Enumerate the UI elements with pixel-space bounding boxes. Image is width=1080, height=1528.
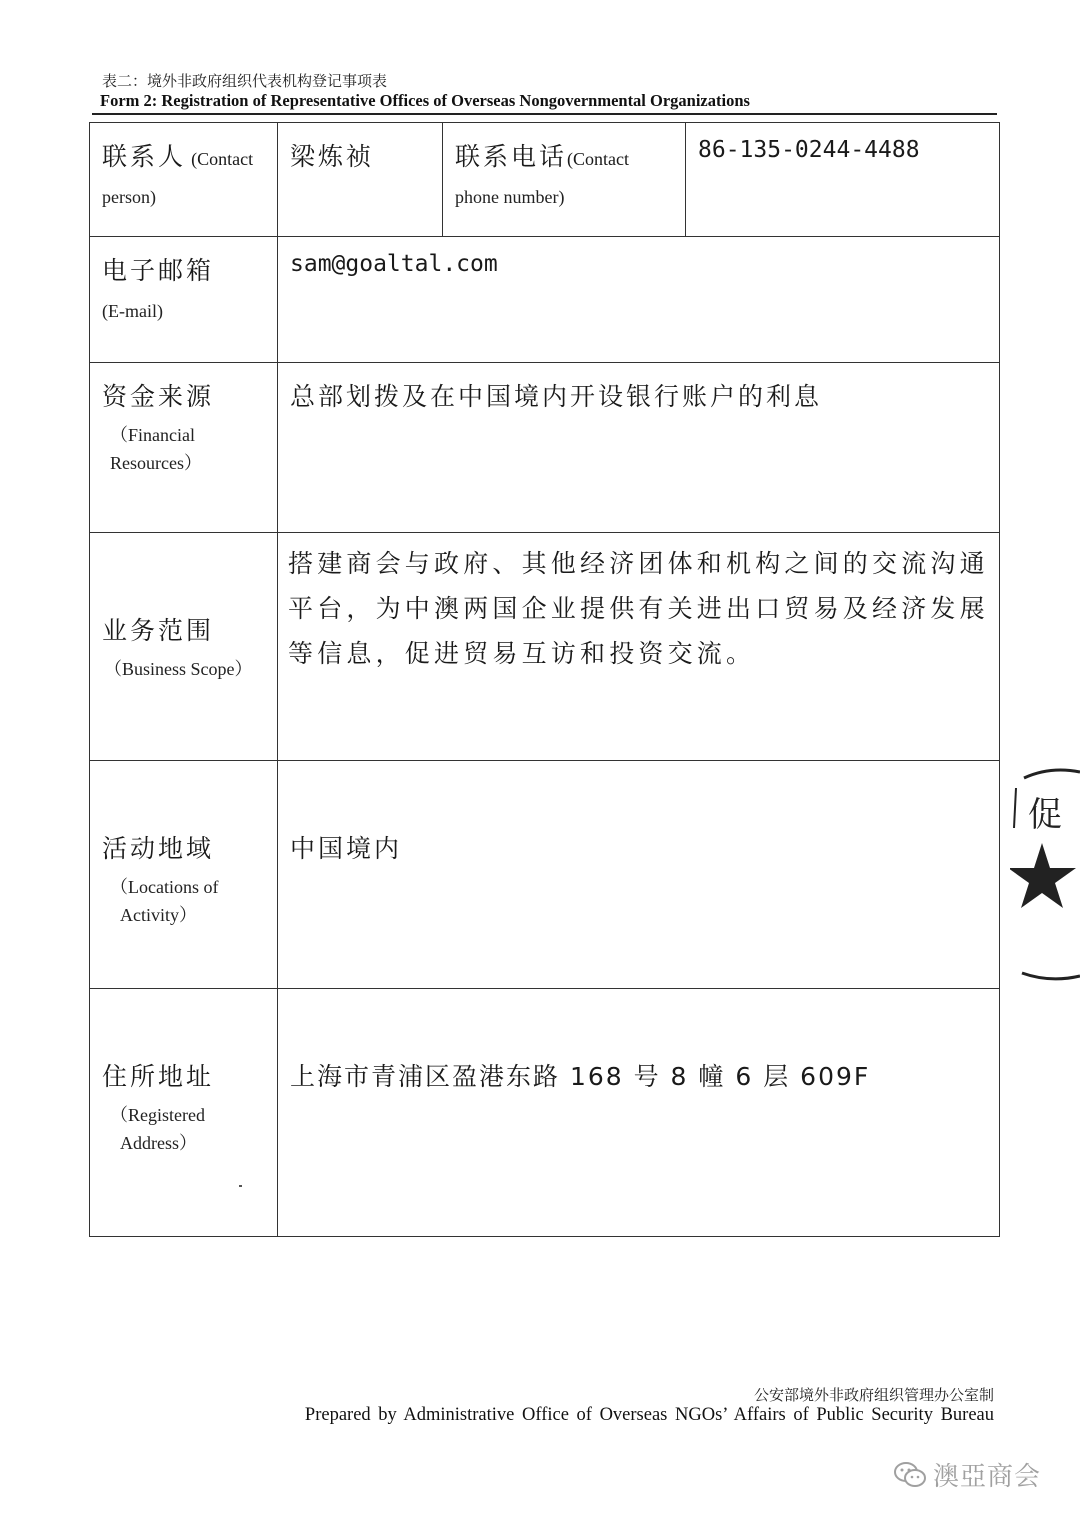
contact-name: 梁炼祯 [290, 142, 375, 171]
activity-value-cell [278, 761, 1000, 989]
email-label-en: (E-mail) [102, 301, 163, 321]
address-value-cell [278, 989, 1000, 1237]
activity-label-en-2: Activity） [120, 905, 197, 925]
footer-prepared-cn: 公安部境外非政府组织管理办公室制 [753, 1386, 994, 1404]
contact-label-en: (Contact [191, 149, 254, 169]
phone-number: 86-135-0244-4488 [698, 137, 920, 163]
stray-mark [239, 1185, 242, 1187]
address-label-en-2: Address） [120, 1133, 197, 1153]
watermark [893, 1456, 1041, 1493]
footer-prepared-en: Prepared by Administrative Office of Overseas NGOs’ Affairs of Public Security Bureau [304, 1405, 994, 1425]
phone-value-cell [686, 123, 1000, 237]
address-label-cell [90, 989, 278, 1237]
business-scope-text: 搭建商会与政府、其他经济团体和机构之间的交流沟通平台，为中澳两国企业提供有关进出口贸易及经济发展等信息，促进贸易互访和投资交流。 [288, 549, 989, 668]
address-label-cn: 住所地址 [102, 1062, 215, 1091]
financial-row [90, 363, 1000, 533]
contact-label-cn: 联系人 [102, 142, 187, 171]
business-label-en: （Business Scope） [104, 658, 253, 679]
business-row [90, 533, 1000, 761]
contact-row [90, 123, 1000, 237]
phone-label-en-rest: phone number) [455, 187, 565, 207]
activity-label-en-1: （Locations of [110, 877, 219, 897]
contact-label-en-rest: person) [102, 187, 156, 207]
email-row [90, 237, 1000, 363]
wechat-icon [893, 1461, 927, 1489]
phone-label-cell [443, 123, 686, 237]
contact-value-cell [278, 123, 443, 237]
seal-stamp [1010, 768, 1080, 983]
registration-table [89, 122, 1000, 1237]
activity-row [90, 761, 1000, 989]
activity-region: 中国境内 [290, 834, 403, 863]
address-row [90, 989, 1000, 1237]
seal-character: 促 [1028, 795, 1062, 835]
registered-address: 上海市青浦区盈港东路 168 号 8 幢 6 层 609F [290, 1062, 871, 1091]
financial-label-cell [90, 363, 278, 533]
email-value-cell [278, 237, 1000, 363]
form-title-en: Form 2: Registration of Representative Offices of Overseas Nongovernmental Organizations [100, 91, 750, 110]
address-label-en-1: （Registered [110, 1105, 205, 1125]
financial-label-en-1: （Financial [110, 425, 195, 445]
email-label-cell [90, 237, 278, 363]
watermark-text: 澳亞商会 [933, 1462, 1042, 1492]
business-label-cn: 业务范围 [102, 615, 215, 645]
form-title-cn: 表二：境外非政府组织代表机构登记事项表 [102, 72, 388, 90]
email-address: sam@goaltal.com [290, 251, 498, 277]
email-label-cn: 电子邮箱 [102, 256, 215, 285]
financial-label-en-2: Resources） [110, 453, 202, 473]
business-value-cell [278, 533, 1000, 761]
business-label-cell [90, 533, 278, 761]
activity-label-cell [90, 761, 278, 989]
header-rule [92, 113, 997, 115]
financial-value-cell [278, 363, 1000, 533]
phone-label-en: (Contact [567, 149, 629, 169]
financial-source: 总部划拨及在中国境内开设银行账户的利息 [290, 382, 823, 411]
phone-label-cn: 联系电话 [455, 142, 568, 171]
activity-label-cn: 活动地域 [102, 834, 215, 863]
financial-label-cn: 资金来源 [102, 382, 215, 411]
contact-label-cell [90, 123, 278, 237]
